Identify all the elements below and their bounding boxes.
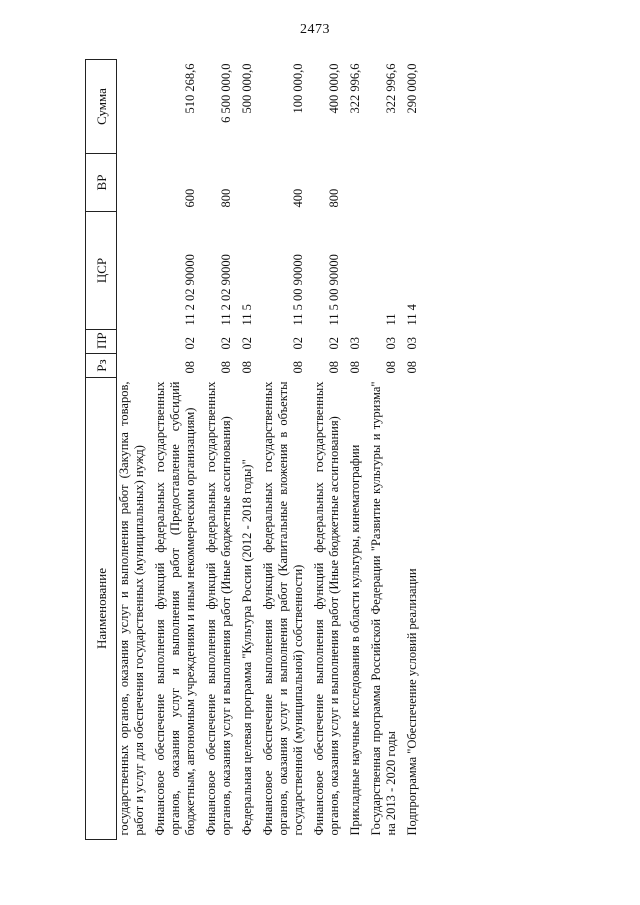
table-row (342, 60, 363, 840)
table-row (117, 60, 148, 840)
row-name: Прикладные научные исследования в области культуры, кинематографии (348, 444, 362, 836)
header-sum: Сумма (86, 60, 117, 154)
table-row (255, 60, 306, 840)
row-pr: 02 (240, 337, 254, 350)
row-rz: 08 (183, 361, 197, 374)
row-sum: 290 000,0 (405, 63, 419, 114)
table-row (234, 60, 255, 840)
header-pr: ПР (86, 330, 117, 354)
row-vr: 800 (219, 188, 233, 208)
header-name: Наименование (86, 378, 117, 840)
row-name: Государственная программа Российской Федерации "Развитие культуры и туризма" на 2013 - 2020 годы (369, 381, 398, 836)
table-row (147, 60, 198, 840)
row-csr: 11 5 00 90000 (327, 254, 341, 326)
row-name: Подпрограмма "Обеспечение условий реализации (405, 568, 419, 836)
row-vr (363, 154, 399, 212)
table-row (306, 60, 342, 840)
row-sum: 510 268,6 (183, 63, 197, 114)
row-rz: 08 (405, 361, 419, 374)
row-vr: 800 (327, 188, 341, 208)
row-pr: 02 (291, 337, 305, 350)
row-sum: 100 000,0 (291, 63, 305, 114)
row-pr (117, 330, 148, 354)
row-pr: 02 (219, 337, 233, 350)
table-header-row (86, 60, 117, 840)
row-csr: 11 4 (405, 304, 419, 326)
row-sum: 500 000,0 (240, 63, 254, 114)
row-pr: 02 (327, 337, 341, 350)
row-vr: 600 (183, 188, 197, 208)
row-sum: 400 000,0 (327, 63, 341, 114)
row-rz: 08 (348, 361, 362, 374)
header-rz: Рз (86, 354, 117, 378)
row-vr (117, 154, 148, 212)
row-pr: 02 (183, 337, 197, 350)
table-row (399, 60, 420, 840)
row-csr: 11 5 00 90000 (291, 254, 305, 326)
row-csr: 11 2 02 90000 (219, 254, 233, 326)
row-rz: 08 (384, 361, 398, 374)
row-name: государственных органов, оказания услуг и выполнения работ (Закупка товаров, работ и услуг для обеспечения государственных (муниципальных) нужд) (117, 381, 146, 836)
budget-table-rotated (85, 60, 590, 840)
table-row (363, 60, 399, 840)
row-name: Финансовое обеспечение выполнения функций федеральных государственных органов, оказания услуг и выполнения работ (Предоставление субсидий бюджетным, автономным учреждениям и иным некоммерческим организациям) (153, 381, 197, 836)
row-csr: 11 (384, 313, 398, 326)
row-csr (117, 212, 148, 330)
row-name: Финансовое обеспечение выполнения функций федеральных государственных органов, оказания услуг и выполнения работ (Иные бюджетные ассигнования) (204, 381, 233, 836)
row-rz (117, 354, 148, 378)
page-number: 2473 (300, 22, 330, 37)
row-vr: 400 (291, 188, 305, 208)
row-csr: 11 2 02 90000 (183, 254, 197, 326)
row-name: Финансовое обеспечение выполнения функций федеральных государственных органов, оказания услуг и выполнения работ (Иные бюджетные ассигнования) (312, 381, 341, 836)
row-name: Федеральная целевая программа "Культура России (2012 - 2018 годы)" (240, 459, 254, 836)
row-sum: 322 996,6 (384, 63, 398, 114)
row-csr (342, 212, 363, 330)
row-vr (234, 154, 255, 212)
row-sum (117, 60, 148, 154)
row-pr: 03 (405, 337, 419, 350)
row-name: Финансовое обеспечение выполнения функций федеральных государственных органов, оказания услуг и выполнения работ (Капитальные вложения в объекты государственной (муниципальной) собственности) (261, 381, 305, 836)
header-vr: ВР (86, 154, 117, 212)
row-rz: 08 (291, 361, 305, 374)
row-vr (342, 154, 363, 212)
header-csr: ЦСР (86, 212, 117, 330)
row-rz: 08 (327, 361, 341, 374)
row-pr: 03 (348, 337, 362, 350)
table-row (198, 60, 234, 840)
row-sum: 322 996,6 (348, 63, 362, 114)
row-rz: 08 (240, 361, 254, 374)
row-pr: 03 (384, 337, 398, 350)
row-rz: 08 (219, 361, 233, 374)
row-vr (399, 154, 420, 212)
budget-table (85, 59, 420, 840)
row-sum: 6 500 000,0 (219, 63, 233, 123)
row-csr: 11 5 (240, 304, 254, 326)
